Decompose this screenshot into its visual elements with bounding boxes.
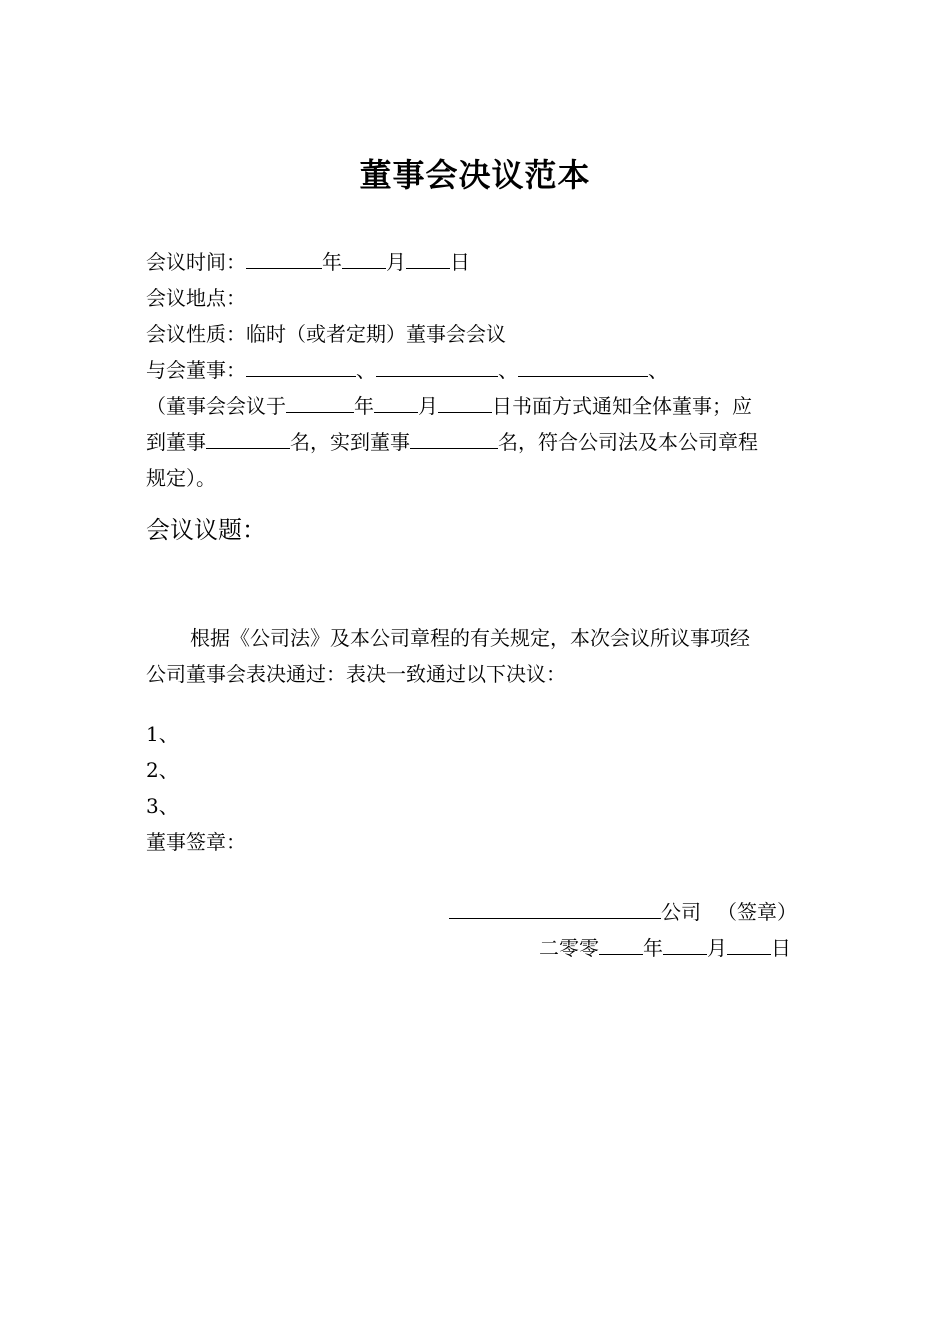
notice-text: 名，符合公司法及本公司章程 <box>498 430 758 454</box>
attendee-separator: 、 <box>648 358 668 382</box>
company-label: 公司 <box>661 900 701 924</box>
notice-text: （董事会会议于 <box>146 394 286 418</box>
month-blank <box>342 246 386 269</box>
topics-heading: 会议议题： <box>146 516 266 544</box>
attendee-separator: 、 <box>498 358 518 382</box>
date-year-label: 年 <box>643 936 663 960</box>
notice-day-blank <box>438 390 492 413</box>
day-label: 日 <box>450 250 470 274</box>
resolution-item: 1、 <box>146 722 179 746</box>
notice-month-blank <box>374 390 418 413</box>
resolution-line-1: 根据《公司法》及本公司章程的有关规定，本次会议所议事项经 <box>190 626 750 650</box>
meeting-nature-value: 临时（或者定期）董事会会议 <box>246 322 506 346</box>
date-prefix: 二零零 <box>539 936 599 960</box>
resolution-line-2: 公司董事会表决通过：表决一致通过以下决议： <box>146 662 566 686</box>
notice-year-label: 年 <box>354 394 374 418</box>
notice-row-1 <box>146 388 752 424</box>
notice-month-label: 月 <box>418 394 438 418</box>
meeting-place-label: 会议地点： <box>146 286 246 310</box>
notice-text: 规定）。 <box>146 466 216 490</box>
year-blank <box>246 246 322 269</box>
meeting-time-label: 会议时间： <box>146 250 246 274</box>
document-title: 董事会决议范本 <box>359 156 591 194</box>
date-year-blank <box>599 932 643 955</box>
expected-count-blank <box>206 426 290 449</box>
day-blank <box>406 246 450 269</box>
seal-label: （签章） <box>717 900 797 924</box>
date-day-blank <box>727 932 771 955</box>
notice-text: 名，实到董事 <box>290 430 410 454</box>
date-month-blank <box>663 932 707 955</box>
notice-year-blank <box>286 390 354 413</box>
company-name-blank <box>449 896 661 919</box>
resolution-item: 3、 <box>146 794 179 818</box>
meeting-nature-label: 会议性质： <box>146 322 246 346</box>
attendee-blank-3 <box>518 354 648 377</box>
date-day-label: 日 <box>771 936 791 960</box>
notice-row-2 <box>146 424 758 460</box>
meeting-nature-row <box>146 316 506 352</box>
signature-label: 董事签章： <box>146 830 246 854</box>
meeting-place-row <box>146 280 246 316</box>
date-row <box>539 930 791 966</box>
meeting-time-row <box>146 244 470 280</box>
attendees-label: 与会董事： <box>146 358 246 382</box>
month-label: 月 <box>386 250 406 274</box>
attendee-blank-1 <box>246 354 356 377</box>
notice-row-3 <box>146 460 216 496</box>
attendee-blank-2 <box>376 354 498 377</box>
actual-count-blank <box>410 426 498 449</box>
attendees-row <box>146 352 668 388</box>
resolution-item: 2、 <box>146 758 179 782</box>
year-label: 年 <box>322 250 342 274</box>
company-seal-row <box>449 894 797 930</box>
notice-text: 日书面方式通知全体董事；应 <box>492 394 752 418</box>
date-month-label: 月 <box>707 936 727 960</box>
attendee-separator: 、 <box>356 358 376 382</box>
notice-text: 到董事 <box>146 430 206 454</box>
